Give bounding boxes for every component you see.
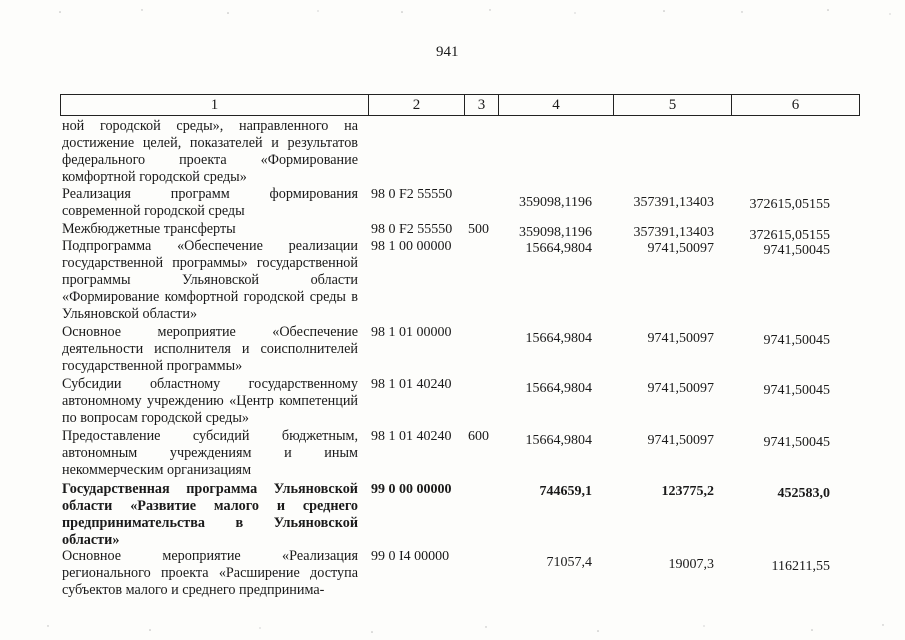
row-name: Подпрограмма «Обеспечение реализации государственной программы» государственной программы Ульяновской области «Формирование комфортной городской среды в Ульяновской области» bbox=[62, 238, 358, 322]
row-value-4: 15664,9804 bbox=[525, 331, 592, 346]
header-cell-1: 1 bbox=[61, 95, 369, 115]
row-name: Субсидии областному государственному автономному учреждению «Центр компетенций по вопросам городской среды» bbox=[62, 376, 358, 426]
row-value-4: 15664,9804 bbox=[525, 381, 592, 396]
row-value-6: 9741,50045 bbox=[763, 333, 830, 348]
row-code: 99 0 00 00000 bbox=[371, 482, 452, 497]
row-value-4: 15664,9804 bbox=[525, 241, 592, 256]
row-code: 98 1 01 00000 bbox=[371, 325, 452, 340]
row-value-5: 19007,3 bbox=[668, 557, 714, 572]
row-value-6: 9741,50045 bbox=[763, 435, 830, 450]
row-name: Основное мероприятие «Реализация регионального проекта «Расширение доступа субъектов малого и среднего предпринима- bbox=[62, 548, 358, 598]
row-value-4: 359098,1196 bbox=[519, 225, 592, 240]
header-cell-4: 4 bbox=[499, 95, 614, 115]
row-value-4: 359098,1196 bbox=[519, 195, 592, 210]
row-name: ной городской среды», направленного на достижение целей, показателей и результатов федерального проекта «Формирование комфортной городской среды» bbox=[62, 118, 358, 185]
row-value-6: 372615,05155 bbox=[749, 228, 830, 243]
page-number: 941 bbox=[436, 44, 459, 60]
row-code: 98 1 00 00000 bbox=[371, 239, 452, 254]
row-value-5: 9741,50097 bbox=[647, 241, 714, 256]
row-type: 500 bbox=[468, 222, 489, 237]
row-type: 600 bbox=[468, 429, 489, 444]
row-value-4: 71057,4 bbox=[546, 555, 592, 570]
row-value-6: 9741,50045 bbox=[763, 243, 830, 258]
row-name: Реализация программ формирования современной городской среды bbox=[62, 186, 358, 219]
row-name: Основное мероприятие «Обеспечение деятельности исполнителя и соисполнителей государственной программы» bbox=[62, 324, 358, 374]
row-value-5: 9741,50097 bbox=[647, 433, 714, 448]
row-value-5: 357391,13403 bbox=[633, 225, 714, 240]
row-value-5: 123775,2 bbox=[661, 484, 714, 499]
header-cell-6: 6 bbox=[791, 97, 800, 113]
row-code: 98 1 01 40240 bbox=[371, 429, 452, 444]
row-name: Предоставление субсидий бюджетным, автономным учреждениям и иным некоммерческим организациям bbox=[62, 428, 358, 478]
row-name: Государственная программа Ульяновской области «Развитие малого и среднего предпринимательства в Ульяновской области» bbox=[62, 481, 358, 548]
row-value-5: 357391,13403 bbox=[633, 195, 714, 210]
row-code: 99 0 I4 00000 bbox=[371, 549, 450, 564]
row-value-6: 116211,55 bbox=[771, 559, 830, 574]
row-value-6: 9741,50045 bbox=[763, 383, 830, 398]
row-value-5: 9741,50097 bbox=[647, 331, 714, 346]
header-cell-2: 2 bbox=[369, 95, 465, 115]
row-code: 98 1 01 40240 bbox=[371, 377, 452, 392]
row-name: Межбюджетные трансферты bbox=[62, 221, 236, 237]
row-value-5: 9741,50097 bbox=[647, 381, 714, 396]
row-value-4: 15664,9804 bbox=[525, 433, 592, 448]
row-value-4: 744659,1 bbox=[539, 484, 592, 499]
header-cell-3: 3 bbox=[465, 95, 499, 115]
row-code: 98 0 F2 55550 bbox=[371, 222, 453, 237]
row-value-6: 452583,0 bbox=[777, 486, 830, 501]
header-cell-5: 5 bbox=[614, 95, 732, 115]
row-value-6: 372615,05155 bbox=[749, 197, 830, 212]
row-code: 98 0 F2 55550 bbox=[371, 187, 453, 202]
